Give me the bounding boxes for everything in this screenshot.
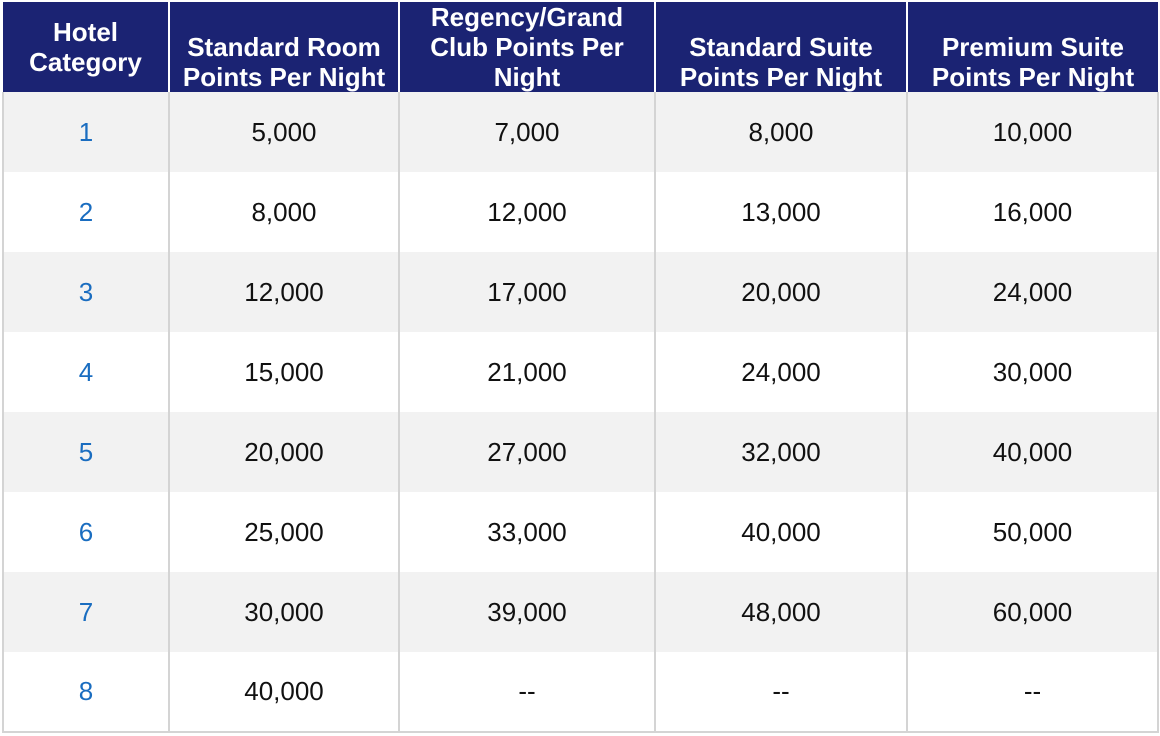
standard-room-cell: 8,000 bbox=[169, 172, 399, 252]
standard-room-cell: 40,000 bbox=[169, 652, 399, 732]
regency-grand-club-cell: 39,000 bbox=[399, 572, 655, 652]
standard-suite-cell: 8,000 bbox=[655, 92, 907, 172]
standard-suite-cell: 24,000 bbox=[655, 332, 907, 412]
regency-grand-club-cell: 12,000 bbox=[399, 172, 655, 252]
hotel-points-table bbox=[2, 2, 1159, 733]
premium-suite-cell: 24,000 bbox=[907, 252, 1158, 332]
standard-suite-cell: 40,000 bbox=[655, 492, 907, 572]
regency-grand-club-cell: 17,000 bbox=[399, 252, 655, 332]
category-link[interactable]: 8 bbox=[3, 652, 169, 732]
regency-grand-club-cell: -- bbox=[399, 652, 655, 732]
premium-suite-cell: 10,000 bbox=[907, 92, 1158, 172]
header-standard-room: Standard Room Points Per Night bbox=[169, 2, 399, 92]
standard-suite-cell: 48,000 bbox=[655, 572, 907, 652]
category-link[interactable]: 7 bbox=[3, 572, 169, 652]
table-row bbox=[3, 92, 1158, 172]
standard-room-cell: 12,000 bbox=[169, 252, 399, 332]
standard-suite-cell: -- bbox=[655, 652, 907, 732]
header-hotel-category: Hotel Category bbox=[3, 2, 169, 92]
standard-room-cell: 30,000 bbox=[169, 572, 399, 652]
table-row bbox=[3, 252, 1158, 332]
category-link[interactable]: 1 bbox=[3, 92, 169, 172]
category-link[interactable]: 3 bbox=[3, 252, 169, 332]
header-standard-suite: Standard Suite Points Per Night bbox=[655, 2, 907, 92]
table-row bbox=[3, 572, 1158, 652]
regency-grand-club-cell: 7,000 bbox=[399, 92, 655, 172]
premium-suite-cell: -- bbox=[907, 652, 1158, 732]
table-header-row bbox=[3, 2, 1158, 92]
premium-suite-cell: 40,000 bbox=[907, 412, 1158, 492]
points-table-container bbox=[2, 2, 1157, 733]
standard-room-cell: 25,000 bbox=[169, 492, 399, 572]
standard-suite-cell: 32,000 bbox=[655, 412, 907, 492]
premium-suite-cell: 16,000 bbox=[907, 172, 1158, 252]
regency-grand-club-cell: 27,000 bbox=[399, 412, 655, 492]
header-regency-grand-club: Regency/Grand Club Points Per Night bbox=[399, 2, 655, 92]
category-link[interactable]: 4 bbox=[3, 332, 169, 412]
standard-room-cell: 20,000 bbox=[169, 412, 399, 492]
table-row bbox=[3, 172, 1158, 252]
regency-grand-club-cell: 33,000 bbox=[399, 492, 655, 572]
premium-suite-cell: 50,000 bbox=[907, 492, 1158, 572]
standard-room-cell: 5,000 bbox=[169, 92, 399, 172]
table-row bbox=[3, 652, 1158, 732]
standard-room-cell: 15,000 bbox=[169, 332, 399, 412]
header-premium-suite: Premium Suite Points Per Night bbox=[907, 2, 1158, 92]
table-row bbox=[3, 492, 1158, 572]
table-row bbox=[3, 412, 1158, 492]
premium-suite-cell: 60,000 bbox=[907, 572, 1158, 652]
premium-suite-cell: 30,000 bbox=[907, 332, 1158, 412]
category-link[interactable]: 2 bbox=[3, 172, 169, 252]
table-row bbox=[3, 332, 1158, 412]
standard-suite-cell: 13,000 bbox=[655, 172, 907, 252]
category-link[interactable]: 6 bbox=[3, 492, 169, 572]
regency-grand-club-cell: 21,000 bbox=[399, 332, 655, 412]
category-link[interactable]: 5 bbox=[3, 412, 169, 492]
standard-suite-cell: 20,000 bbox=[655, 252, 907, 332]
